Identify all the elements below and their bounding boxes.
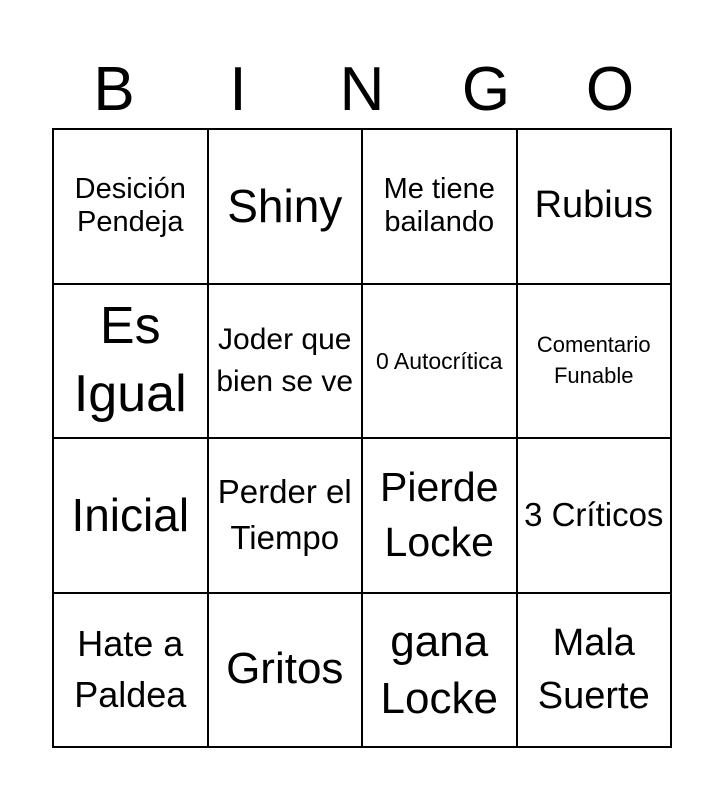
bingo-cell[interactable] bbox=[209, 594, 364, 749]
bingo-cell[interactable] bbox=[363, 130, 518, 285]
bingo-cell[interactable] bbox=[518, 439, 673, 594]
cell-label: 3 Críticos bbox=[524, 496, 664, 534]
header-letter-i: I bbox=[229, 55, 247, 124]
bingo-cell[interactable] bbox=[209, 130, 364, 285]
bingo-cell[interactable] bbox=[518, 594, 673, 749]
cell-label: Me tiene bailando bbox=[383, 172, 495, 239]
bingo-cell[interactable] bbox=[209, 439, 364, 594]
cell-label: Hate a Paldea bbox=[74, 623, 187, 715]
bingo-cell[interactable] bbox=[363, 439, 518, 594]
cell-label: Inicial bbox=[71, 488, 190, 541]
bingo-cell[interactable] bbox=[209, 285, 364, 440]
header-letter-n: N bbox=[339, 55, 385, 124]
bingo-cell[interactable] bbox=[54, 285, 209, 440]
cell-label: Es Igual bbox=[73, 297, 187, 423]
header-letter-b: B bbox=[93, 55, 135, 124]
bingo-cell[interactable] bbox=[54, 439, 209, 594]
cell-label: Pierde Locke bbox=[379, 463, 499, 566]
header-letter-g: G bbox=[461, 55, 511, 124]
cell-label: Rubius bbox=[534, 184, 653, 227]
bingo-header bbox=[52, 52, 672, 128]
cell-label: Joder que bien se ve bbox=[216, 322, 354, 398]
cell-label: Mala Suerte bbox=[537, 621, 650, 717]
cell-label: Perder el Tiempo bbox=[217, 473, 352, 557]
cell-label: Shiny bbox=[227, 179, 343, 232]
bingo-board bbox=[52, 128, 672, 748]
bingo-cell[interactable] bbox=[54, 594, 209, 749]
cell-label: Gritos bbox=[226, 644, 344, 694]
bingo-cell[interactable] bbox=[518, 285, 673, 440]
cell-label: Desición Pendeja bbox=[74, 172, 186, 239]
cell-label: Comentario Funable bbox=[536, 331, 651, 388]
header-letter-o: O bbox=[585, 55, 635, 124]
cell-label: 0 Autocrítica bbox=[375, 347, 503, 374]
bingo-cell[interactable] bbox=[518, 130, 673, 285]
bingo-cell[interactable] bbox=[363, 285, 518, 440]
bingo-cell[interactable] bbox=[363, 594, 518, 749]
cell-label: gana Locke bbox=[380, 616, 498, 723]
bingo-cell[interactable] bbox=[54, 130, 209, 285]
